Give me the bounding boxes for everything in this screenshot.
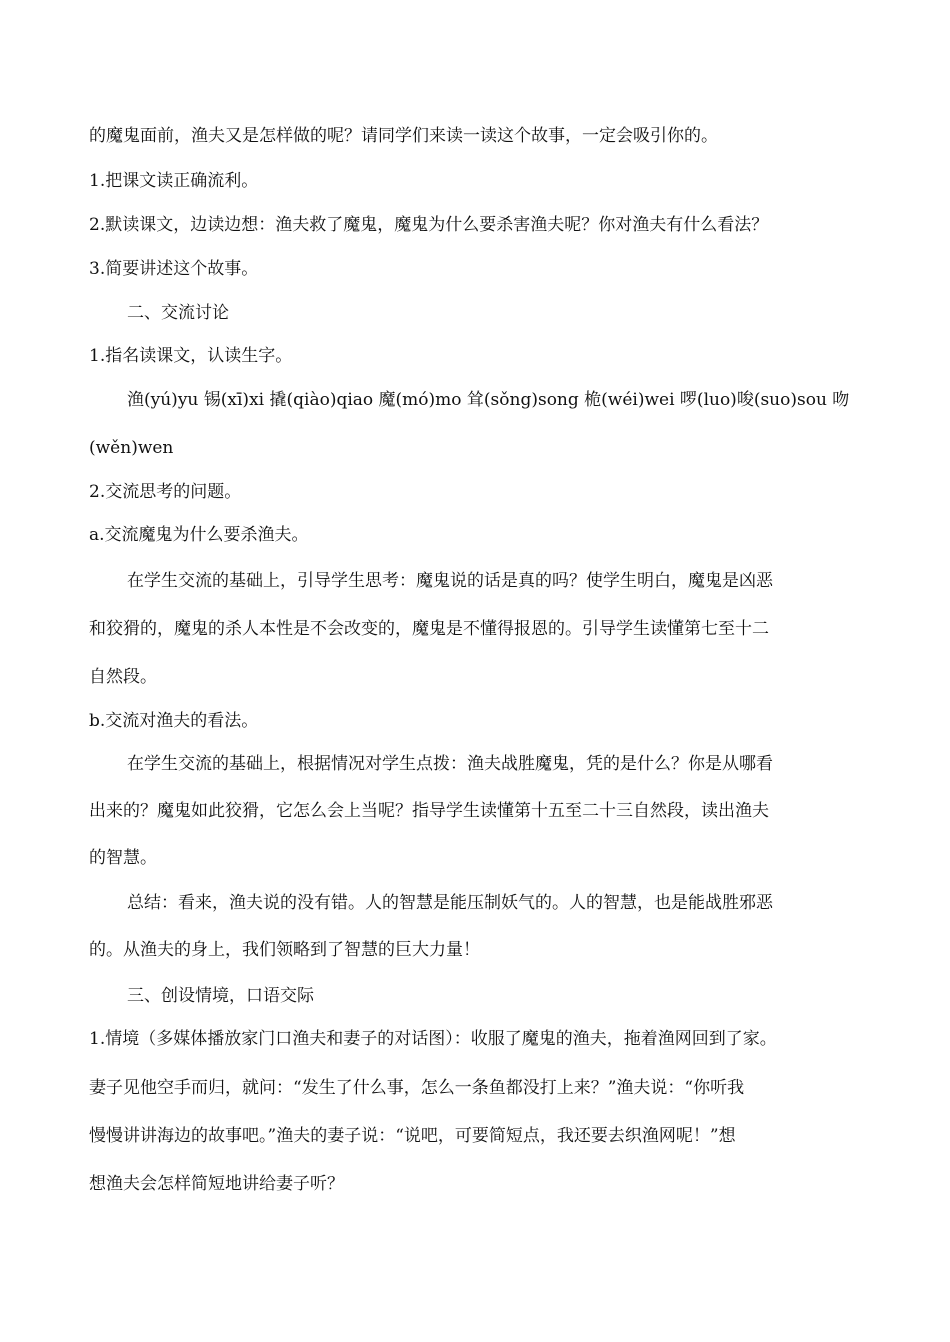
summary-1: 总结：看来，渔夫说的没有错。人的智慧是能压制妖气的。人的智慧，也是能战胜邪恶 <box>127 893 773 913</box>
task-2: 2.默读课文，边读边想：渔夫救了魔鬼，魔鬼为什么要杀害渔夫呢？你对渔夫有什么看法？ <box>89 215 769 235</box>
paragraph-a-3: 自然段。 <box>89 667 157 687</box>
sub-b: b.交流对渔夫的看法。 <box>89 711 259 731</box>
paragraph-a-1: 在学生交流的基础上，引导学生思考：魔鬼说的话是真的吗？使学生明白，魔鬼是凶恶 <box>127 571 773 591</box>
step-2: 2.交流思考的问题。 <box>89 482 242 502</box>
step-1: 1.指名读课文，认读生字。 <box>89 346 293 366</box>
scenario-2: 妻子见他空手而归，就问：“发生了什么事，怎么一条鱼都没打上来？”渔夫说：“你听我 <box>89 1078 745 1098</box>
summary-2: 的。从渔夫的身上，我们领略到了智慧的巨大力量！ <box>89 940 480 960</box>
task-1: 1.把课文读正确流利。 <box>89 171 259 191</box>
paragraph-b-1: 在学生交流的基础上，根据情况对学生点拨：渔夫战胜魔鬼，凭的是什么？你是从哪看 <box>127 754 773 774</box>
pinyin-line: 渔(yú)yu 锡(xī)xi 撬(qiào)qiao 魔(mó)mo 耸(sǒng)song 桅(wéi)wei 啰(luo)唆(suo)sou 吻 <box>127 390 850 410</box>
paragraph-b-3: 的智慧。 <box>89 848 157 868</box>
sub-a: a.交流魔鬼为什么要杀渔夫。 <box>89 525 309 545</box>
paragraph-a-2: 和狡猾的，魔鬼的杀人本性是不会改变的，魔鬼是不懂得报恩的。引导学生读懂第七至十二 <box>89 619 769 639</box>
scenario-3: 慢慢讲讲海边的故事吧。”渔夫的妻子说：“说吧，可要简短点，我还要去织渔网呢！”想 <box>89 1126 736 1146</box>
pinyin-line-cont: (wěn)wen <box>89 438 174 458</box>
intro-line: 的魔鬼面前，渔夫又是怎样做的呢？请同学们来读一读这个故事，一定会吸引你的。 <box>89 126 718 146</box>
scenario-4: 想渔夫会怎样简短地讲给妻子听？ <box>89 1174 344 1194</box>
scenario-1: 1.情境（多媒体播放家门口渔夫和妻子的对话图）：收服了魔鬼的渔夫，拖着渔网回到了家。 <box>89 1029 777 1049</box>
section-heading-2: 二、交流讨论 <box>127 303 229 323</box>
paragraph-b-2: 出来的？魔鬼如此狡猾，它怎么会上当呢？指导学生读懂第十五至二十三自然段，读出渔夫 <box>89 801 769 821</box>
section-heading-3: 三、创设情境，口语交际 <box>127 986 314 1006</box>
task-3: 3.简要讲述这个故事。 <box>89 259 259 279</box>
